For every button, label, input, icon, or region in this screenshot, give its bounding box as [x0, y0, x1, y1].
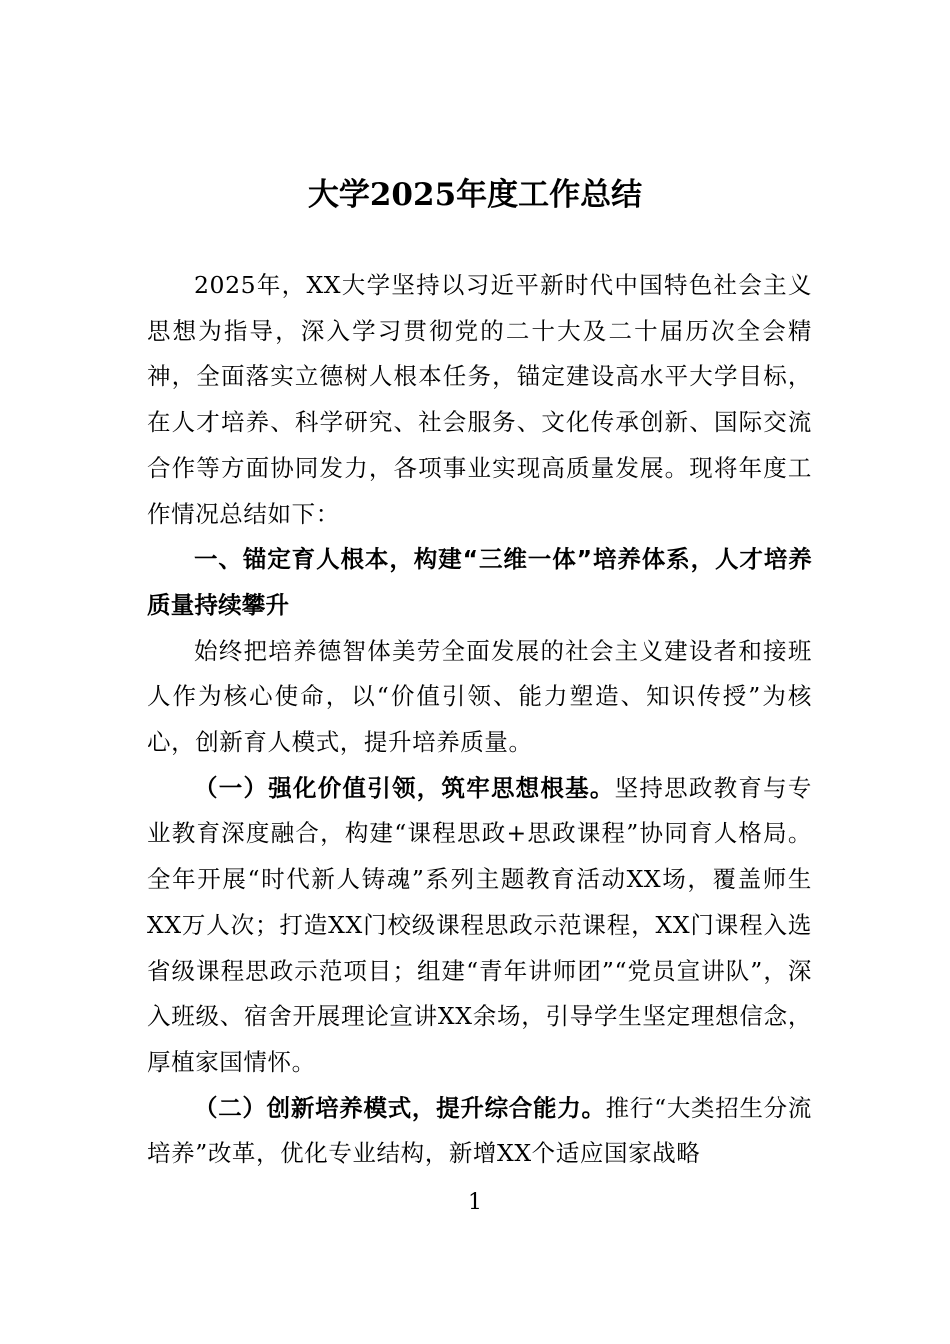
- subsection-text: 坚持思政教育与专业教育深度融合，构建“课程思政+思政课程”协同育人格局。全年开展“时代新人铸魂”系列主题教育活动XX场，覆盖师生XX万人次；打造XX门校级课程思政示范课程，XX门课程入选省级课程思政示范项目；组建“青年讲师团”“党员宣讲队”，深入班级、宿舍开展理论宣讲XX余场，引导学生坚定理想信念，厚植家国情怀。: [147, 773, 812, 1076]
- subsection-heading: （一）强化价值引领，筑牢思想根基。: [194, 773, 615, 802]
- document-title: 大学2025年度工作总结: [307, 177, 643, 213]
- document-body: [147, 263, 812, 1177]
- subsection-heading: （二）创新培养模式，提升综合能力。: [194, 1093, 606, 1122]
- section-heading: 一、锚定育人根本，构建“三维一体”培养体系，人才培养质量持续攀升: [147, 545, 812, 619]
- section-summary-paragraph: 始终把培养德智体美劳全面发展的社会主义建设者和接班人作为核心使命，以“价值引领、能力塑造、知识传授”为核心，创新育人模式，提升培养质量。: [147, 636, 812, 757]
- subsection-text: 推行“大类招生分流培养”改革，优化专业结构，新增XX个适应国家战略: [147, 1093, 812, 1168]
- intro-paragraph: 2025年，XX大学坚持以习近平新时代中国特色社会主义思想为指导，深入学习贯彻党的二十大及二十届历次全会精神，全面落实立德树人根本任务，锚定建设高水平大学目标，在人才培养、科学研究、社会服务、文化传承创新、国际交流合作等方面协同发力，各项事业实现高质量发展。现将年度工作情况总结如下：: [147, 271, 812, 528]
- page-number: 1: [468, 1190, 482, 1215]
- subsection-paragraph: [147, 766, 812, 1086]
- subsection-paragraph: [147, 1086, 812, 1177]
